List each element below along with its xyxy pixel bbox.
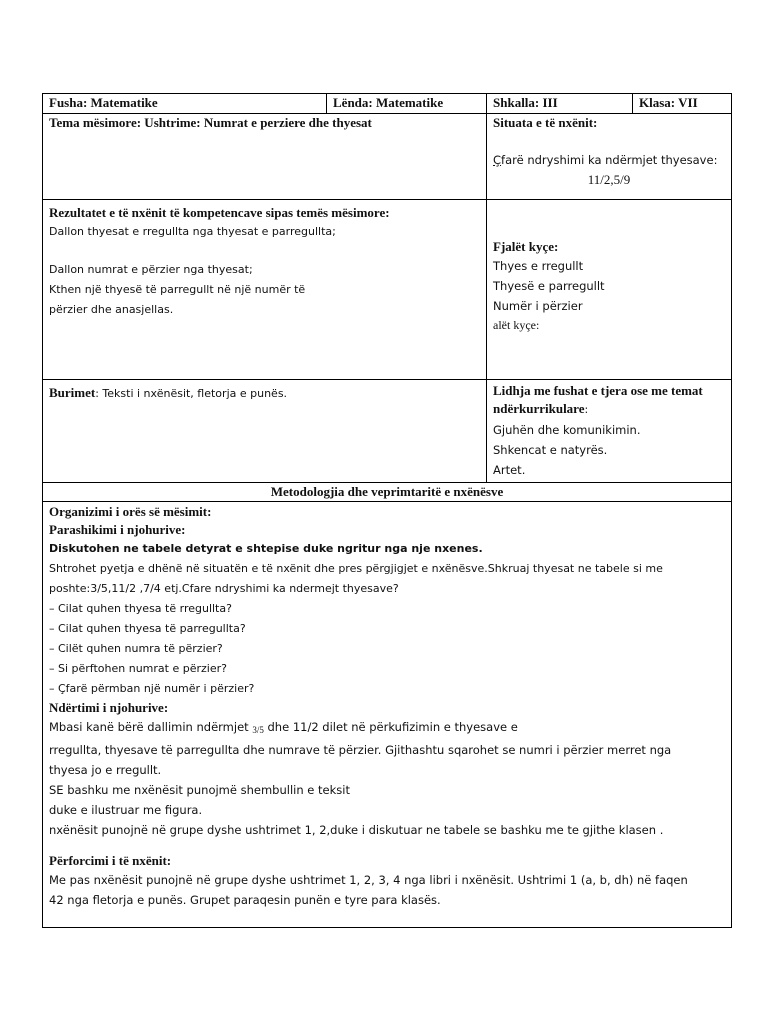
lidhja-title-colon: : [584, 403, 589, 416]
parashikimi-line-1: Shtrohet pyetja e dhënë në situatën e të nxënit dhe pres përgjigjet e nxënësve.Shkruaj thyesat ne tabele si me [49, 562, 663, 575]
ndertimi-line-3: thyesa jo e rregullt. [49, 763, 162, 777]
body-cell [43, 502, 732, 928]
parashikimi-question-2: – Cilat quhen thyesa të parregullta? [49, 622, 246, 635]
ndertimi-line-2: rregullta, thyesave të parregullta dhe numrave të përzier. Gjithashtu sqarohet se numri i përzier merret nga [49, 743, 672, 757]
burimet-value: : Teksti i nxënësit, fletorja e punës. [95, 387, 288, 400]
rezultatet-cell [43, 200, 487, 380]
body-row [43, 502, 732, 928]
parashikimi-bold-line: Diskutohen ne tabele detyrat e shtepise duke ngritur nga nje nxenes. [49, 542, 483, 555]
fjalet-item-1: Thyes e rregullt [493, 259, 584, 273]
lenda-label: Lënda: Matematike [333, 95, 444, 110]
lidhja-item-1: Gjuhën dhe komunikimin. [493, 423, 641, 437]
lidhja-cell [487, 380, 732, 483]
fjalet-title: Fjalët kyçe: [493, 239, 559, 254]
lidhja-title-bold: Lidhja me fushat e tjera ose me temat ndërkurrikulare [493, 383, 703, 416]
rezultatet-line-1: Dallon thyesat e rregullta nga thyesat e parregullta; [49, 225, 336, 238]
ndertimi-title: Ndërtimi i njohurive: [49, 700, 169, 715]
rezultatet-title: Rezultatet e të nxënit të kompetencave sipas temës mësimore: [49, 205, 390, 220]
parashikimi-question-5: – Çfarë përmban një numër i përzier? [49, 682, 255, 695]
metodologjia-row [43, 483, 732, 502]
lidhja-item-3: Artet. [493, 463, 526, 477]
organizimi-title: Organizimi i orës së mësimit: [49, 504, 212, 519]
lidhja-item-2: Shkencat e natyrës. [493, 443, 608, 457]
fusha-label: Fusha: Matematike [49, 95, 158, 110]
burimet-cell [43, 380, 487, 483]
metodologjia-title: Metodologjia dhe veprimtaritë e nxënësve [270, 484, 504, 499]
fjalet-item-3: Numër i përzier [493, 299, 583, 313]
ndertimi-line-4: SE bashku me nxënësit punojmë shembullin e teksit [49, 783, 350, 797]
fjalet-cell [487, 200, 732, 380]
rezultatet-line-4: përzier dhe anasjellas. [49, 303, 174, 316]
ndertimi-line-1 [49, 717, 725, 740]
situata-question-first-letter: Ç [493, 153, 502, 167]
parashikimi-title: Parashikimi i njohurive: [49, 522, 186, 537]
ndertimi-line-6: nxënësit punojnë në grupe dyshe ushtrimet 1, 2,duke i diskutuar ne tabele se bashku me te gjithe klasen . [49, 823, 664, 837]
lidhja-title [493, 380, 725, 420]
rezultatet-line-3: Kthen një thyesë të parregullt në një numër të [49, 283, 306, 296]
situata-title: Situata e të nxënit: [493, 115, 598, 130]
tema-title: Tema mësimore: Ushtrime: Numrat e perziere dhe thyesat [49, 115, 372, 130]
metodologjia-cell [43, 483, 732, 502]
burimet-label: Burimet [49, 385, 96, 400]
ndertimi-line-1b: dhe 11/2 dilet në përkufizimin e thyesave e [263, 720, 518, 734]
parashikimi-question-3: – Cilët quhen numra të përzier? [49, 642, 223, 655]
tema-row [43, 114, 732, 200]
tema-cell [43, 114, 487, 200]
burimet-text [49, 380, 480, 404]
shkalla-cell [487, 94, 633, 114]
situata-fractions: 11/2,5/9 [587, 172, 631, 187]
situata-question-rest: farë ndryshimi ka ndërmjet thyesave: [501, 153, 718, 167]
rezultatet-line-2: Dallon numrat e përzier nga thyesat; [49, 263, 253, 276]
perforcimi-title: Përforcimi i të nxënit: [49, 853, 172, 868]
header-row [43, 94, 732, 114]
fjalet-extra: alët kyçe: [493, 318, 540, 332]
situata-question [493, 150, 725, 170]
fjalet-item-2: Thyesë e parregullt [493, 279, 605, 293]
ndertimi-fraction: 3/5 [252, 725, 264, 735]
lesson-plan-table [42, 93, 732, 928]
situata-cell [487, 114, 732, 200]
klasa-cell [633, 94, 732, 114]
parashikimi-question-4: – Si përftohen numrat e përzier? [49, 662, 227, 675]
perforcimi-line-1: Me pas nxënësit punojnë në grupe dyshe ushtrimet 1, 2, 3, 4 nga libri i nxënësit. Ushtrimi 1 (a, b, dh) në faqen [49, 873, 688, 887]
rezultatet-row [43, 200, 732, 380]
ndertimi-line-1a: Mbasi kanë bërë dallimin ndërmjet [49, 720, 253, 734]
fusha-cell [43, 94, 327, 114]
perforcimi-line-2: 42 nga fletorja e punës. Grupet paraqesin punën e tyre para klasës. [49, 893, 441, 907]
shkalla-label: Shkalla: III [493, 95, 558, 110]
parashikimi-line-2: poshte:3/5,11/2 ,7/4 etj.Cfare ndryshimi ka ndermejt thyesave? [49, 582, 399, 595]
lenda-cell [327, 94, 487, 114]
klasa-label: Klasa: VII [639, 95, 698, 110]
burimet-row [43, 380, 732, 483]
parashikimi-question-1: – Cilat quhen thyesa të rregullta? [49, 602, 232, 615]
ndertimi-line-5: duke e ilustruar me figura. [49, 803, 203, 817]
